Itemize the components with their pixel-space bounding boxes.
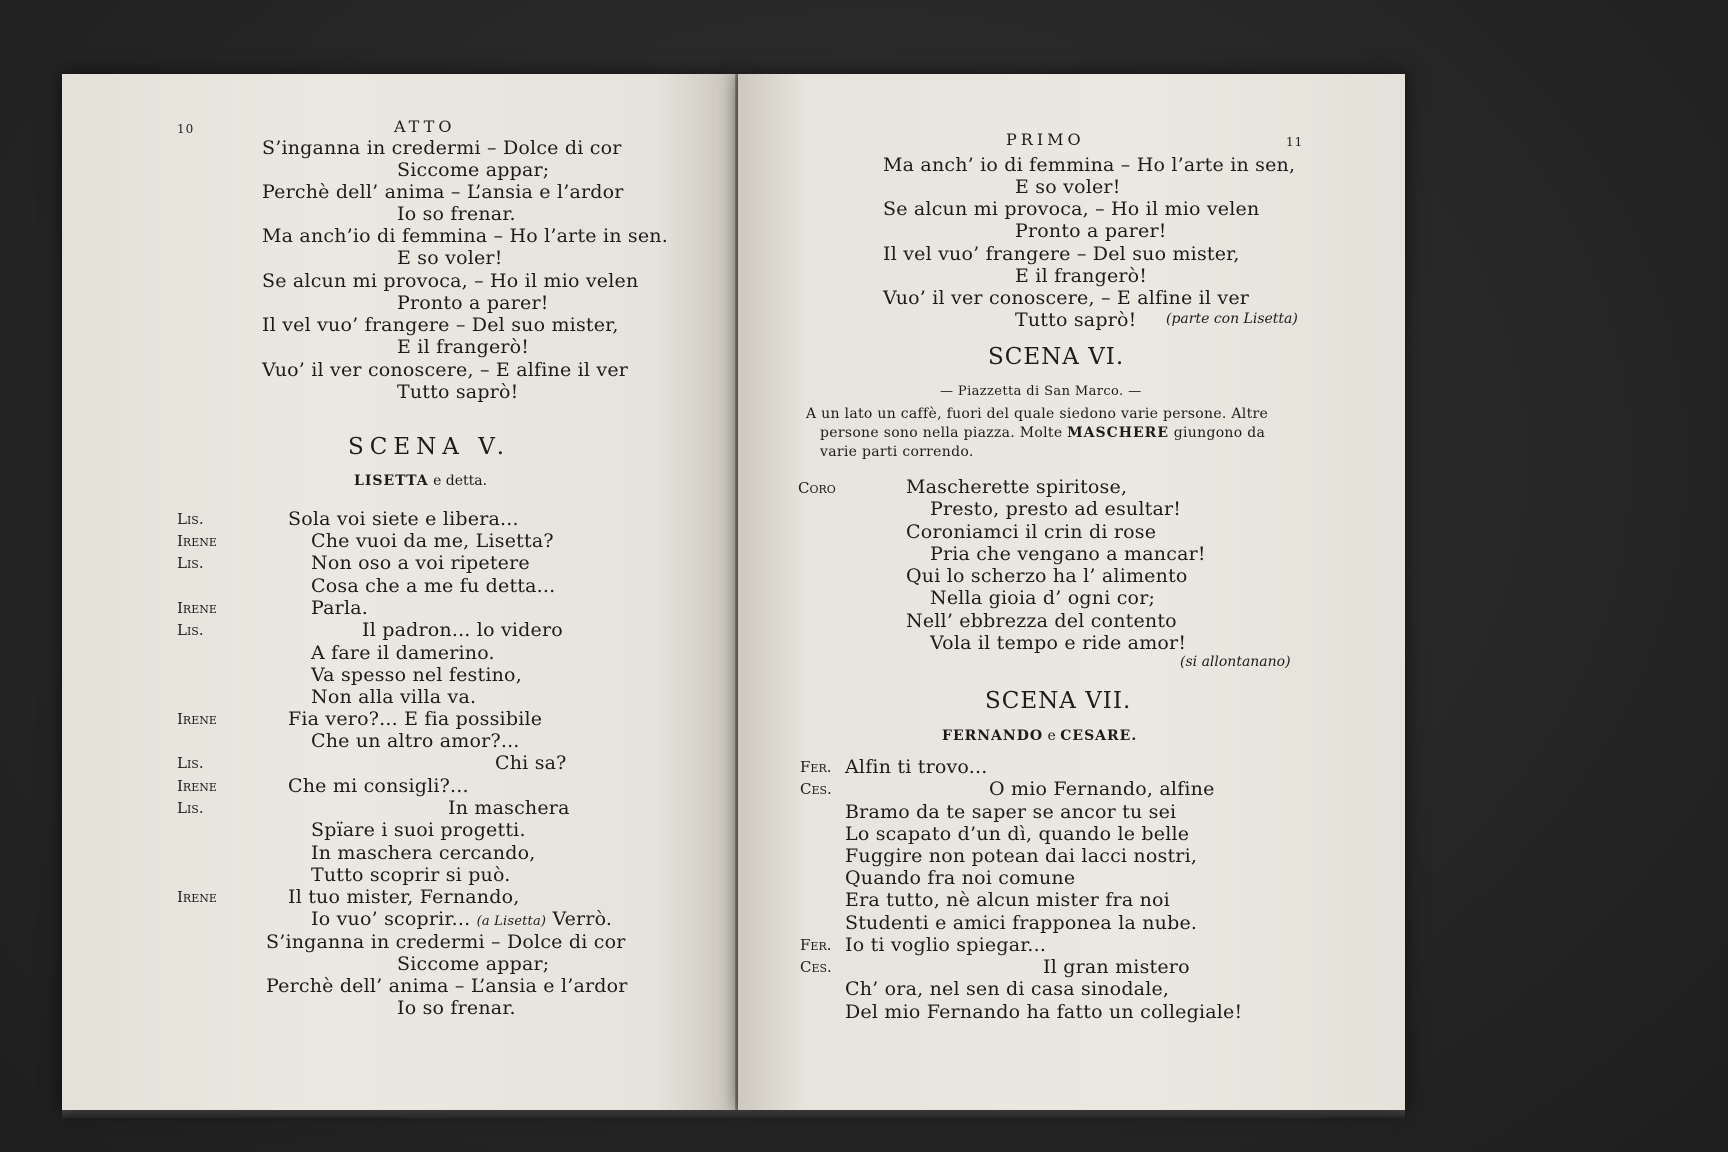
character-name: CESARE. [1060, 728, 1138, 744]
dialogue-line: Il padron... lo videro [362, 619, 563, 641]
character-name: FERNANDO [942, 728, 1044, 744]
dialogue-line: Il tuo mister, Fernando, [288, 886, 520, 908]
dialogue-line: Tutto scoprir si può. [311, 864, 511, 886]
verse-line: Tutto saprò! [397, 381, 519, 403]
page-number: 11 [1286, 135, 1304, 149]
stage-direction: (a Lisetta) [476, 914, 547, 929]
character-note: e [1047, 728, 1056, 744]
verse-line: Vuo’ il ver conoscere, – E alfine il ver [883, 287, 1250, 309]
dialogue-text: Verrò. [552, 908, 613, 930]
running-header: PRIMO [1006, 130, 1085, 149]
dialogue-line: Ch’ ora, nel sen di casa sinodale, [845, 978, 1170, 1000]
dialogue-line: Va spesso nel festino, [311, 664, 522, 686]
verse-line: S’inganna in credermi – Dolce di cor [262, 137, 622, 159]
description-text: giungono da [1173, 425, 1266, 441]
verse-line: Pronto a parer! [1015, 220, 1167, 242]
speaker-label: Irene [177, 710, 217, 728]
description-text: persone sono nella piazza. Molte [820, 425, 1063, 441]
dialogue-line: Chi sa? [495, 752, 567, 774]
speaker-label: Irene [177, 777, 217, 795]
chorus-line: Mascherette spiritose, [906, 476, 1128, 498]
speaker-label: Ces. [800, 958, 832, 976]
scene-description: A un lato un caffè, fuori del quale siedono varie persone. Altre [806, 406, 1269, 422]
speaker-label: Lis. [177, 799, 204, 817]
chorus-line: Vola il tempo e ride amor! [930, 632, 1187, 654]
right-page [738, 74, 1405, 1110]
verse-line: Siccome appar; [397, 953, 550, 975]
dialogue-line: Cosa che a me fu detta... [311, 575, 556, 597]
chorus-line: Nell’ ebbrezza del contento [906, 610, 1177, 632]
chorus-line: Pria che vengano a mancar! [930, 543, 1206, 565]
speaker-label: Lis. [177, 754, 204, 772]
verse-line: Il vel vuo’ frangere – Del suo mister, [262, 314, 619, 336]
dialogue-line: Bramo da te saper se ancor tu sei [845, 801, 1177, 823]
dialogue-line: Fia vero?... E fia possibile [288, 708, 543, 730]
scene-title: SCENA VI. [988, 344, 1125, 370]
dialogue-line: Che un altro amor?... [311, 730, 520, 752]
dialogue-line: Alfin ti trovo... [845, 756, 988, 778]
dialogue-line: A fare il damerino. [311, 642, 495, 664]
scene-title: SCENA VII. [985, 688, 1132, 714]
verse-line: Perchè dell’ anima – L’ansia e l’ardor [266, 975, 628, 997]
character-name: LISETTA [354, 473, 429, 489]
scene-title: SCENA V. [348, 434, 511, 460]
scene-characters [354, 473, 487, 489]
verse-line: Siccome appar; [397, 159, 550, 181]
dialogue-line: Il gran mistero [1043, 956, 1190, 978]
verse-line: Ma anch’io di femmina – Ho l’arte in sen. [262, 225, 668, 247]
dialogue-line: Che mi consigli?... [288, 775, 469, 797]
speaker-label: Irene [177, 888, 217, 906]
dialogue-line: Sola voi siete e libera... [288, 508, 519, 530]
dialogue-line: Parla. [311, 597, 368, 619]
speaker-label: Lis. [177, 554, 204, 572]
verse-line: E so voler! [1015, 176, 1121, 198]
verse-line: Perchè dell’ anima – L’ansia e l’ardor [262, 181, 624, 203]
chorus-line: Nella gioia d’ ogni cor; [930, 587, 1156, 609]
dialogue-line [311, 908, 612, 933]
verse-line: Se alcun mi provoca, – Ho il mio velen [883, 198, 1260, 220]
dialogue-text: Io vuo’ scoprir... [311, 908, 471, 930]
scene-location: — Piazzetta di San Marco. — [940, 384, 1142, 399]
dialogue-line: Io ti voglio spiegar... [845, 934, 1047, 956]
character-note: e detta. [433, 473, 488, 489]
speaker-label: Lis. [177, 510, 204, 528]
scene-characters [942, 728, 1137, 744]
speaker-label: Coro [798, 479, 836, 497]
dialogue-line: In maschera cercando, [311, 842, 536, 864]
verse-line: Vuo’ il ver conoscere, – E alfine il ver [262, 359, 629, 381]
verse-line: Pronto a parer! [397, 292, 549, 314]
speaker-label: Lis. [177, 621, 204, 639]
chorus-line: Presto, presto ad esultar! [930, 498, 1182, 520]
verse-line: Tutto saprò! [1015, 309, 1137, 331]
dialogue-line: Quando fra noi comune [845, 867, 1076, 889]
verse-line: Io so frenar. [397, 203, 516, 225]
stage-direction: (si allontanano) [1180, 654, 1291, 670]
speaker-label: Ces. [800, 780, 832, 798]
chorus-line: Qui lo scherzo ha l’ alimento [906, 565, 1188, 587]
dialogue-line: Non alla villa va. [311, 686, 477, 708]
stage-direction: (parte con Lisetta) [1166, 311, 1298, 327]
left-page [62, 74, 737, 1110]
running-header: ATTO [394, 117, 456, 136]
verse-line: Se alcun mi provoca, – Ho il mio velen [262, 270, 639, 292]
speaker-label: Irene [177, 532, 217, 550]
scene-description [820, 424, 1265, 443]
scene-description: varie parti correndo. [820, 444, 974, 460]
verse-line: Ma anch’ io di femmina – Ho l’arte in sen, [883, 154, 1296, 176]
verse-line: Io so frenar. [397, 997, 516, 1019]
page-number: 10 [177, 122, 195, 136]
verse-line: E il frangerò! [397, 336, 530, 358]
dialogue-line: Non oso a voi ripetere [311, 552, 530, 574]
verse-line: Il vel vuo’ frangere – Del suo mister, [883, 243, 1240, 265]
character-name: MASCHERE [1067, 425, 1169, 441]
speaker-label: Fer. [800, 758, 832, 776]
dialogue-line: Era tutto, nè alcun mister fra noi [845, 889, 1170, 911]
dialogue-line: Del mio Fernando ha fatto un collegiale! [845, 1001, 1243, 1023]
chorus-line: Coroniamci il crin di rose [906, 521, 1157, 543]
verse-line: E so voler! [397, 247, 503, 269]
verse-line: E il frangerò! [1015, 265, 1148, 287]
speaker-label: Irene [177, 599, 217, 617]
dialogue-line: In maschera [448, 797, 570, 819]
dialogue-line: Che vuoi da me, Lisetta? [311, 530, 554, 552]
dialogue-line: Fuggire non potean dai lacci nostri, [845, 845, 1198, 867]
dialogue-line: Spïare i suoi progetti. [311, 819, 526, 841]
verse-line: S’inganna in credermi – Dolce di cor [266, 931, 626, 953]
speaker-label: Fer. [800, 936, 832, 954]
dialogue-line: O mio Fernando, alfine [989, 778, 1215, 800]
dialogue-line: Studenti e amici frapponea la nube. [845, 912, 1198, 934]
dialogue-line: Lo scapato d’un dì, quando le belle [845, 823, 1190, 845]
